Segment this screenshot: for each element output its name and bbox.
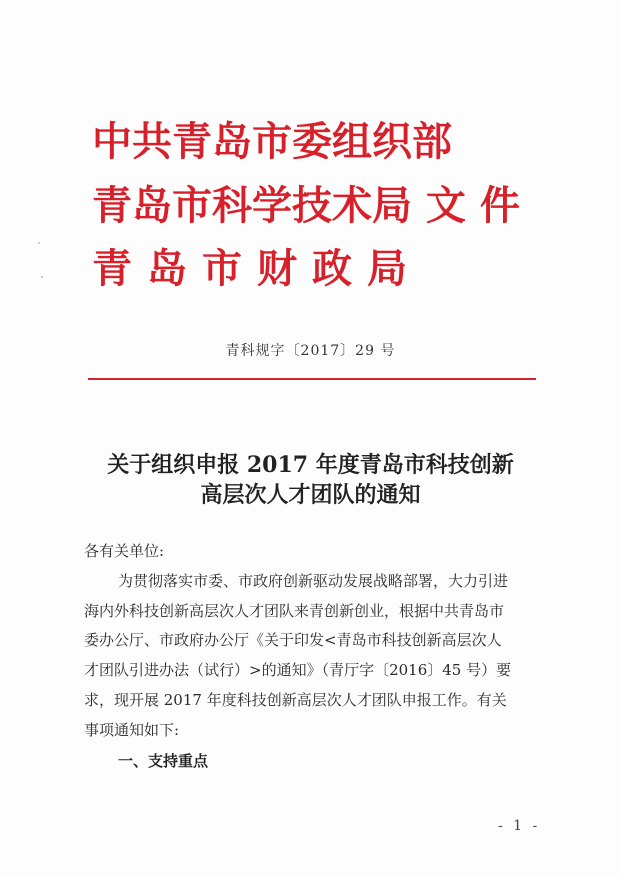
document-title-line-2: 高层次人才团队的通知: [200, 482, 421, 508]
scan-speck: [38, 242, 40, 244]
section-heading: 一、支持重点: [118, 752, 209, 770]
salutation: 各有关单位:: [84, 542, 165, 560]
scan-speck: [41, 276, 43, 278]
page-number: - 1 -: [498, 818, 541, 834]
issuer-line-organization-dept: 中共青岛市委组织部: [92, 118, 452, 165]
issuer-line-science-bureau: 青岛市科学技术局 文 件: [92, 182, 520, 229]
body-text-line: 为贯彻落实市委、市政府创新驱动发展战略部署，大力引进: [118, 572, 509, 590]
body-text-line: 求，现开展 2017 年度科技创新高层次人才团队申报工作。有关: [84, 691, 507, 709]
document-number: 青科规字〔2017〕29 号: [225, 343, 396, 359]
body-text-line: 才团队引进办法（试行）>的通知》（青厅字〔2016〕45 号）要: [84, 661, 512, 679]
red-divider-rule: [88, 378, 536, 380]
body-text-line: 委办公厅、市政府办公厅《关于印发<青岛市科技创新高层次人: [84, 631, 502, 649]
body-text-line: 事项通知如下:: [84, 721, 180, 739]
body-text-line: 海内外科技创新高层次人才团队来青创新创业，根据中共青岛市: [84, 602, 505, 620]
issuer-line-finance-bureau: 青岛市财政局: [92, 245, 422, 292]
document-title-line-1: 关于组织申报 2017 年度青岛市科技创新: [107, 452, 514, 478]
